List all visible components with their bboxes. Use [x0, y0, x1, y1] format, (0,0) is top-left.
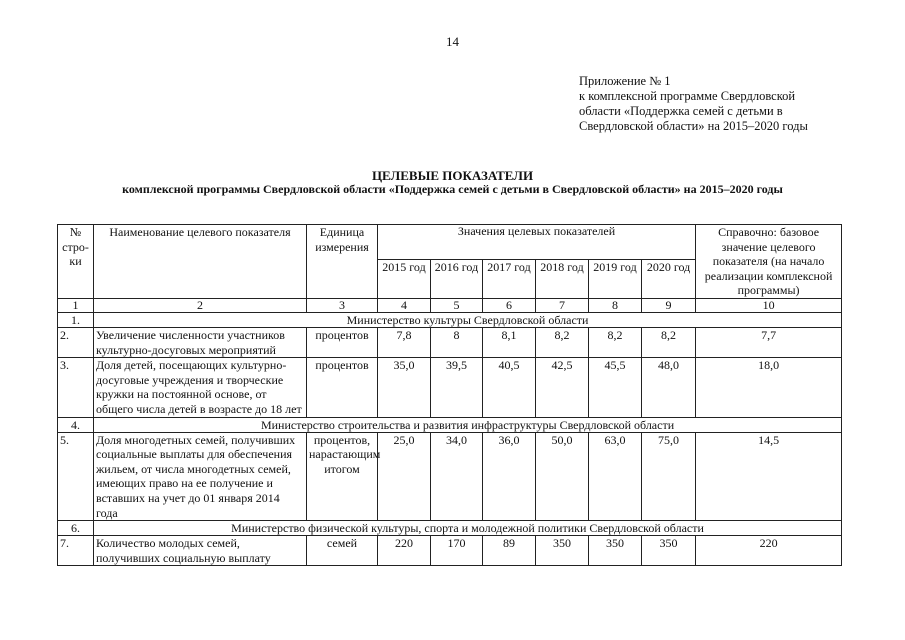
- row-number: 5.: [58, 432, 94, 521]
- page-number: 14: [446, 34, 459, 49]
- value-2018: 42,5: [536, 358, 589, 417]
- column-number: 4: [378, 298, 431, 312]
- value-2017: 40,5: [483, 358, 536, 417]
- value-2017: 8,1: [483, 327, 536, 357]
- value-2020: 48,0: [642, 358, 696, 417]
- value-2016: 170: [431, 536, 483, 566]
- table-row: [58, 536, 842, 566]
- table-row: [58, 432, 842, 521]
- column-number: 9: [642, 298, 696, 312]
- document-title: ЦЕЛЕВЫЕ ПОКАЗАТЕЛИ: [371, 168, 534, 183]
- appendix-note: [579, 74, 808, 134]
- header-row-number: № стро-ки: [58, 225, 94, 299]
- value-2017: 89: [483, 536, 536, 566]
- base-value: 7,7: [696, 327, 842, 357]
- value-2019: 350: [589, 536, 642, 566]
- section-title: Министерство физической культуры, спорта и молодежной политики Свердловской области: [94, 521, 842, 536]
- base-value: 14,5: [696, 432, 842, 521]
- column-number: 2: [94, 298, 307, 312]
- value-2019: 8,2: [589, 327, 642, 357]
- appendix-line: к комплексной программе Свердловской: [579, 89, 796, 103]
- column-number: 8: [589, 298, 642, 312]
- table-row: [58, 358, 842, 417]
- row-number: 7.: [58, 536, 94, 566]
- header-year: 2019 год: [589, 259, 642, 298]
- row-number: 2.: [58, 327, 94, 357]
- value-2019: 63,0: [589, 432, 642, 521]
- header-reference-base: Справочно: базовое значение целевого показателя (на начало реализации комплексной программы): [696, 225, 842, 299]
- indicator-name: Доля детей, посещающих культурно-досуговые учреждения и творческие кружки на постоянной основе, от общего числа детей в возрасте до 18 лет: [94, 358, 307, 417]
- unit: семей: [307, 536, 378, 566]
- table-row: [58, 327, 842, 357]
- section-row: [58, 521, 842, 536]
- row-number: 1.: [58, 312, 94, 327]
- base-value: 220: [696, 536, 842, 566]
- value-2018: 350: [536, 536, 589, 566]
- value-2019: 45,5: [589, 358, 642, 417]
- section-row: [58, 417, 842, 432]
- document-subtitle: комплексной программы Свердловской области «Поддержка семей с детьми в Свердловской области» на 2015–2020 годы: [122, 182, 783, 196]
- appendix-line: области «Поддержка семей с детьми в: [579, 104, 783, 118]
- header-target-values: Значения целевых показателей: [378, 225, 696, 260]
- value-2015: 25,0: [378, 432, 431, 521]
- unit: процентов, нарастающим итогом: [307, 432, 378, 521]
- header-unit: Единица измерения: [307, 225, 378, 299]
- unit: процентов: [307, 358, 378, 417]
- header-year: 2016 год: [431, 259, 483, 298]
- value-2016: 39,5: [431, 358, 483, 417]
- header-indicator-name: Наименование целевого показателя: [94, 225, 307, 299]
- value-2016: 8: [431, 327, 483, 357]
- value-2018: 8,2: [536, 327, 589, 357]
- indicator-name: Доля многодетных семей, получивших социальные выплаты для обеспечения жильем, от числа многодетных семей, имеющих право на ее получение и вставших на учет до 01 января 2014 года: [94, 432, 307, 521]
- column-numbers-row: [58, 298, 842, 312]
- column-number: 5: [431, 298, 483, 312]
- section-title: Министерство культуры Свердловской области: [94, 312, 842, 327]
- base-value: 18,0: [696, 358, 842, 417]
- unit: процентов: [307, 327, 378, 357]
- value-2020: 350: [642, 536, 696, 566]
- value-2015: 7,8: [378, 327, 431, 357]
- section-row: [58, 312, 842, 327]
- indicators-table: [57, 224, 842, 566]
- row-number: 3.: [58, 358, 94, 417]
- indicator-name: Количество молодых семей, получивших социальную выплату: [94, 536, 307, 566]
- header-year: 2018 год: [536, 259, 589, 298]
- value-2015: 35,0: [378, 358, 431, 417]
- appendix-line: Свердловской области» на 2015–2020 годы: [579, 119, 808, 133]
- value-2020: 8,2: [642, 327, 696, 357]
- column-number: 10: [696, 298, 842, 312]
- column-number: 7: [536, 298, 589, 312]
- column-number: 3: [307, 298, 378, 312]
- indicator-name: Увеличение численности участников культурно-досуговых мероприятий: [94, 327, 307, 357]
- value-2020: 75,0: [642, 432, 696, 521]
- value-2016: 34,0: [431, 432, 483, 521]
- value-2018: 50,0: [536, 432, 589, 521]
- header-year: 2017 год: [483, 259, 536, 298]
- row-number: 6.: [58, 521, 94, 536]
- column-number: 1: [58, 298, 94, 312]
- value-2015: 220: [378, 536, 431, 566]
- value-2017: 36,0: [483, 432, 536, 521]
- column-number: 6: [483, 298, 536, 312]
- header-year: 2015 год: [378, 259, 431, 298]
- section-title: Министерство строительства и развития инфраструктуры Свердловской области: [94, 417, 842, 432]
- row-number: 4.: [58, 417, 94, 432]
- appendix-line: Приложение № 1: [579, 74, 671, 88]
- header-year: 2020 год: [642, 259, 696, 298]
